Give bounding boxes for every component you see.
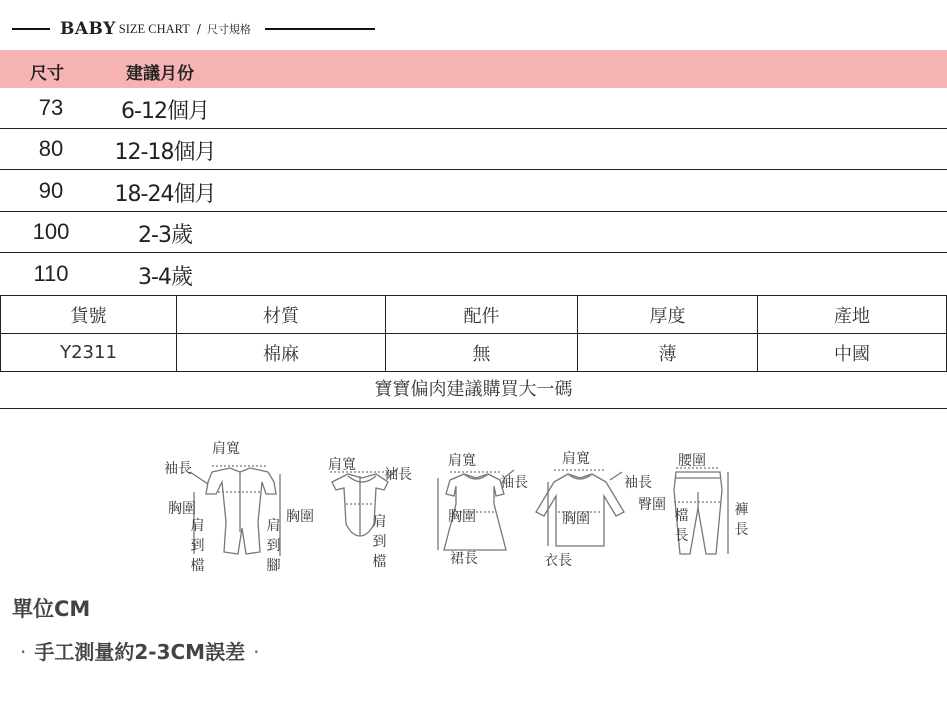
- spec-value-row: [1, 334, 947, 372]
- size-column-header: 尺寸: [30, 64, 64, 84]
- origin-header: 產地: [758, 296, 947, 334]
- title-slash: /: [196, 22, 201, 36]
- title-left-rule: [12, 28, 50, 30]
- age-value: 3-4歲: [138, 265, 192, 290]
- measurement-error-note: [12, 636, 267, 665]
- pants-hip-label: 臀圍: [638, 497, 666, 513]
- size-row: [0, 254, 947, 295]
- accessory-value: 無: [386, 334, 578, 372]
- romper-chest-label: 胸圍: [168, 501, 196, 517]
- item-number-value: Y2311: [1, 334, 177, 372]
- size-row: [0, 171, 947, 212]
- size-value: 80: [38, 136, 64, 161]
- spec-header-row: [1, 296, 947, 334]
- dress-chest-label: 胸圍: [448, 509, 476, 525]
- origin-value: 中國: [758, 334, 947, 372]
- top-shoulder-label: 肩寬: [562, 451, 590, 467]
- size-table-header: [0, 50, 947, 88]
- size-value: 73: [38, 95, 64, 120]
- bodysuit-sleeve-label: 袖長: [384, 467, 412, 483]
- sizing-advice: 寶寶偏肉建議購買大一碼: [0, 371, 947, 409]
- thickness-value: 薄: [578, 334, 758, 372]
- pants-crotch-label: 檔長: [674, 508, 689, 544]
- top-illustration: [536, 470, 624, 546]
- size-row: [0, 212, 947, 253]
- size-chart-title: [12, 16, 432, 42]
- pants-length-label: 褲長: [734, 502, 749, 538]
- age-value: 12-18個月: [114, 140, 216, 165]
- pants-waist-label: 腰圍: [678, 453, 706, 469]
- dress-length-label: 裙長: [450, 551, 478, 567]
- age-value: 6-12個月: [121, 99, 209, 124]
- title-right-rule: [265, 28, 375, 30]
- error-note-text: 手工測量約2-3CM誤差: [34, 640, 246, 664]
- unit-label: 單位CM: [12, 597, 91, 621]
- thickness-header: 厚度: [578, 296, 758, 334]
- age-value: 2-3歲: [138, 223, 192, 248]
- item-number-header: 貨號: [1, 296, 177, 334]
- size-row: [0, 129, 947, 170]
- romper-sleeve-label: 袖長: [164, 461, 192, 477]
- romper-shoulder-label: 肩寬: [212, 441, 240, 457]
- dress-sleeve-label: 袖長: [500, 475, 528, 491]
- title-subtitle-cn: 尺寸規格: [206, 23, 251, 36]
- size-value: 110: [33, 261, 69, 286]
- bullet-dot: ·: [253, 640, 260, 664]
- bodysuit-shoulder-crotch-label: 肩到檔: [372, 514, 387, 570]
- bodysuit-chest-label: 胸圍: [286, 509, 314, 525]
- measurement-diagram: [150, 432, 770, 582]
- age-column-header: 建議月份: [126, 64, 194, 84]
- romper-shoulder-crotch-label: 肩到檔: [190, 518, 205, 574]
- top-sleeve-label: 袖長: [624, 475, 652, 491]
- material-value: 棉麻: [177, 334, 386, 372]
- material-header: 材質: [177, 296, 386, 334]
- top-length-label: 衣長: [544, 553, 572, 569]
- size-value: 100: [32, 219, 70, 244]
- romper-shoulder-foot-label: 肩到腳: [266, 518, 281, 574]
- dress-shoulder-label: 肩寬: [448, 453, 476, 469]
- spec-table: [0, 295, 947, 372]
- bullet-dot: ·: [20, 640, 27, 664]
- title-subtitle: SIZE CHART: [118, 21, 190, 36]
- size-value: 90: [38, 178, 64, 203]
- bodysuit-shoulder-label: 肩寬: [328, 457, 356, 473]
- top-chest-label: 胸圍: [562, 511, 590, 527]
- title-brand: BABY: [60, 19, 116, 39]
- age-value: 18-24個月: [114, 182, 216, 207]
- accessory-header: 配件: [386, 296, 578, 334]
- size-row: [0, 88, 947, 129]
